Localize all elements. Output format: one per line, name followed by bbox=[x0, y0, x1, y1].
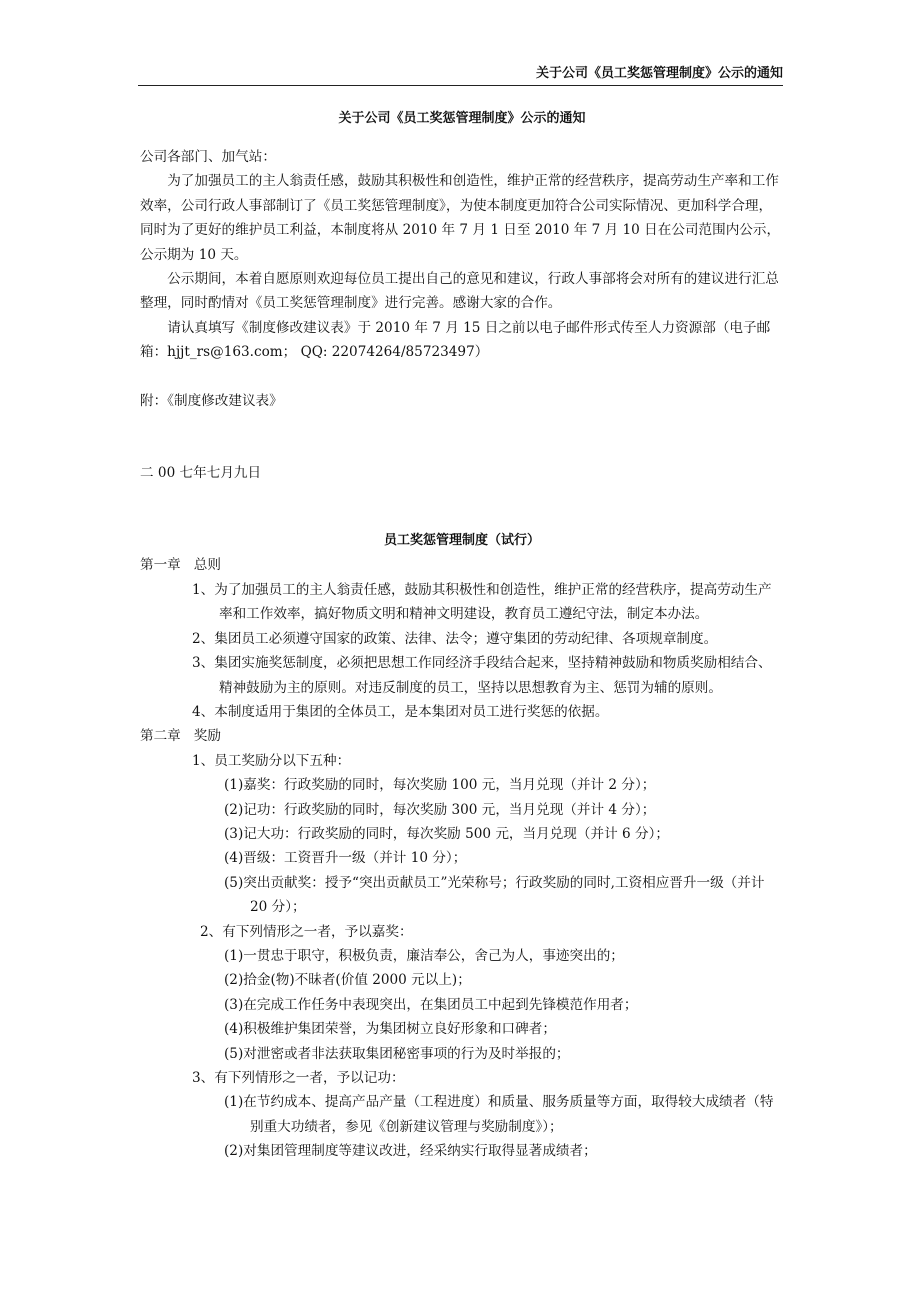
commendation-case: (1)一贯忠于职守，积极负责，廉洁奉公，舍己为人，事迹突出的； bbox=[224, 947, 624, 964]
commendation-case: (3)在完成工作任务中表现突出，在集团员工中起到先锋模范作用者； bbox=[224, 996, 638, 1013]
notice-date: 二 00 七年七月九日 bbox=[140, 465, 262, 482]
reward-type: (4)晋级：工资晋升一级（并计 10 分）； bbox=[224, 850, 467, 867]
reward-type: (3)记大功：行政奖励的同时，每次奖励 500 元，当月兑现（并计 6 分）； bbox=[224, 825, 669, 842]
document-body bbox=[140, 107, 784, 1164]
chapter-2-item: 1、员工奖励分以下五种： bbox=[192, 752, 351, 769]
commendation-case: (4)积极维护集团荣誉，为集团树立良好形象和口碑者； bbox=[224, 1021, 556, 1038]
chapter-1-item: 3、集团实施奖惩制度，必须把思想工作同经济手段结合起来，坚持精神鼓励和物质奖励相结合、精神鼓励为主的原则。对违反制度的员工，坚持以思想教育为主、惩罚为辅的原则。 bbox=[192, 655, 772, 696]
merit-case: (2)对集团管理制度等建议改进，经采纳实行取得显著成绩者； bbox=[224, 1143, 597, 1160]
chapter-1-item: 1、为了加强员工的主人翁责任感，鼓励其积极性和创造性，维护正常的经营秩序，提高劳动生产率和工作效率，搞好物质文明和精神文明建设，教育员工遵纪守法，制定本办法。 bbox=[192, 581, 772, 623]
chapter-1-heading: 第一章 总则 bbox=[140, 557, 221, 574]
reward-type: (1)嘉奖：行政奖励的同时，每次奖励 100 元，当月兑现（并计 2 分）； bbox=[224, 777, 656, 794]
regulation-title: 员工奖惩管理制度（试行） bbox=[383, 533, 540, 549]
notice-paragraph-3: 请认真填写《制度修改建议表》于 2010 年 7 月 15 日之前以电子邮件形式传至人力资源部（电子邮箱：hjjt_rs@163.com； QQ: 22074264/85723497） bbox=[140, 319, 771, 361]
chapter-1-item: 2、集团员工必须遵守国家的政策、法律、法令；遵守集团的劳动纪律、各项规章制度。 bbox=[192, 630, 718, 647]
commendation-case: (5)对泄密或者非法获取集团秘密事项的行为及时举报的； bbox=[224, 1045, 570, 1062]
notice-title: 关于公司《员工奖惩管理制度》公示的通知 bbox=[338, 111, 586, 126]
running-header: 关于公司《员工奖惩管理制度》公示的通知 bbox=[138, 64, 783, 86]
reward-type: (5)突出贡献奖：授予“突出贡献员工”光荣称号；行政奖励的同时,工资相应晋升一级（并计 20 分）； bbox=[224, 874, 765, 916]
attachment-line: 附：《制度修改建议表》 bbox=[140, 392, 283, 409]
notice-paragraph-1: 为了加强员工的主人翁责任感，鼓励其积极性和创造性，维护正常的经营秩序，提高劳动生产率和工作效率，公司行政人事部制订了《员工奖惩管理制度》，为使本制度更加符合公司实际情况、更加科学合理，同时为了更好的维护员工利益，本制度将从 2010 年 7 月 1 日至 2010 年 7 月 10 日在公司范围内公示，公示期为 10 天。 bbox=[140, 173, 781, 263]
salutation: 公司各部门、加气站： bbox=[140, 149, 276, 165]
chapter-2-item: 2、有下列情形之一者，予以嘉奖： bbox=[200, 923, 413, 940]
notice-paragraph-2: 公示期间，本着自愿原则欢迎每位员工提出自己的意见和建议，行政人事部将会对所有的建议进行汇总整理，同时酌情对《员工奖惩管理制度》进行完善。感谢大家的合作。 bbox=[140, 271, 779, 312]
chapter-2-item: 3、有下列情形之一者，予以记功： bbox=[192, 1070, 405, 1086]
reward-type: (2)记功：行政奖励的同时，每次奖励 300 元，当月兑现（并计 4 分）； bbox=[224, 801, 656, 818]
chapter-2-heading: 第二章 奖励 bbox=[140, 728, 221, 745]
chapter-1-item: 4、本制度适用于集团的全体员工，是本集团对员工进行奖惩的依据。 bbox=[192, 703, 609, 720]
commendation-case: (2)拾金(物)不昧者(价值 2000 元以上)； bbox=[224, 972, 471, 989]
spacer bbox=[140, 365, 784, 389]
merit-case: (1)在节约成本、提高产品产量（工程进度）和质量、服务质量等方面，取得较大成绩者（特别重大功绩者，参见《创新建议管理与奖励制度》）； bbox=[224, 1094, 774, 1135]
